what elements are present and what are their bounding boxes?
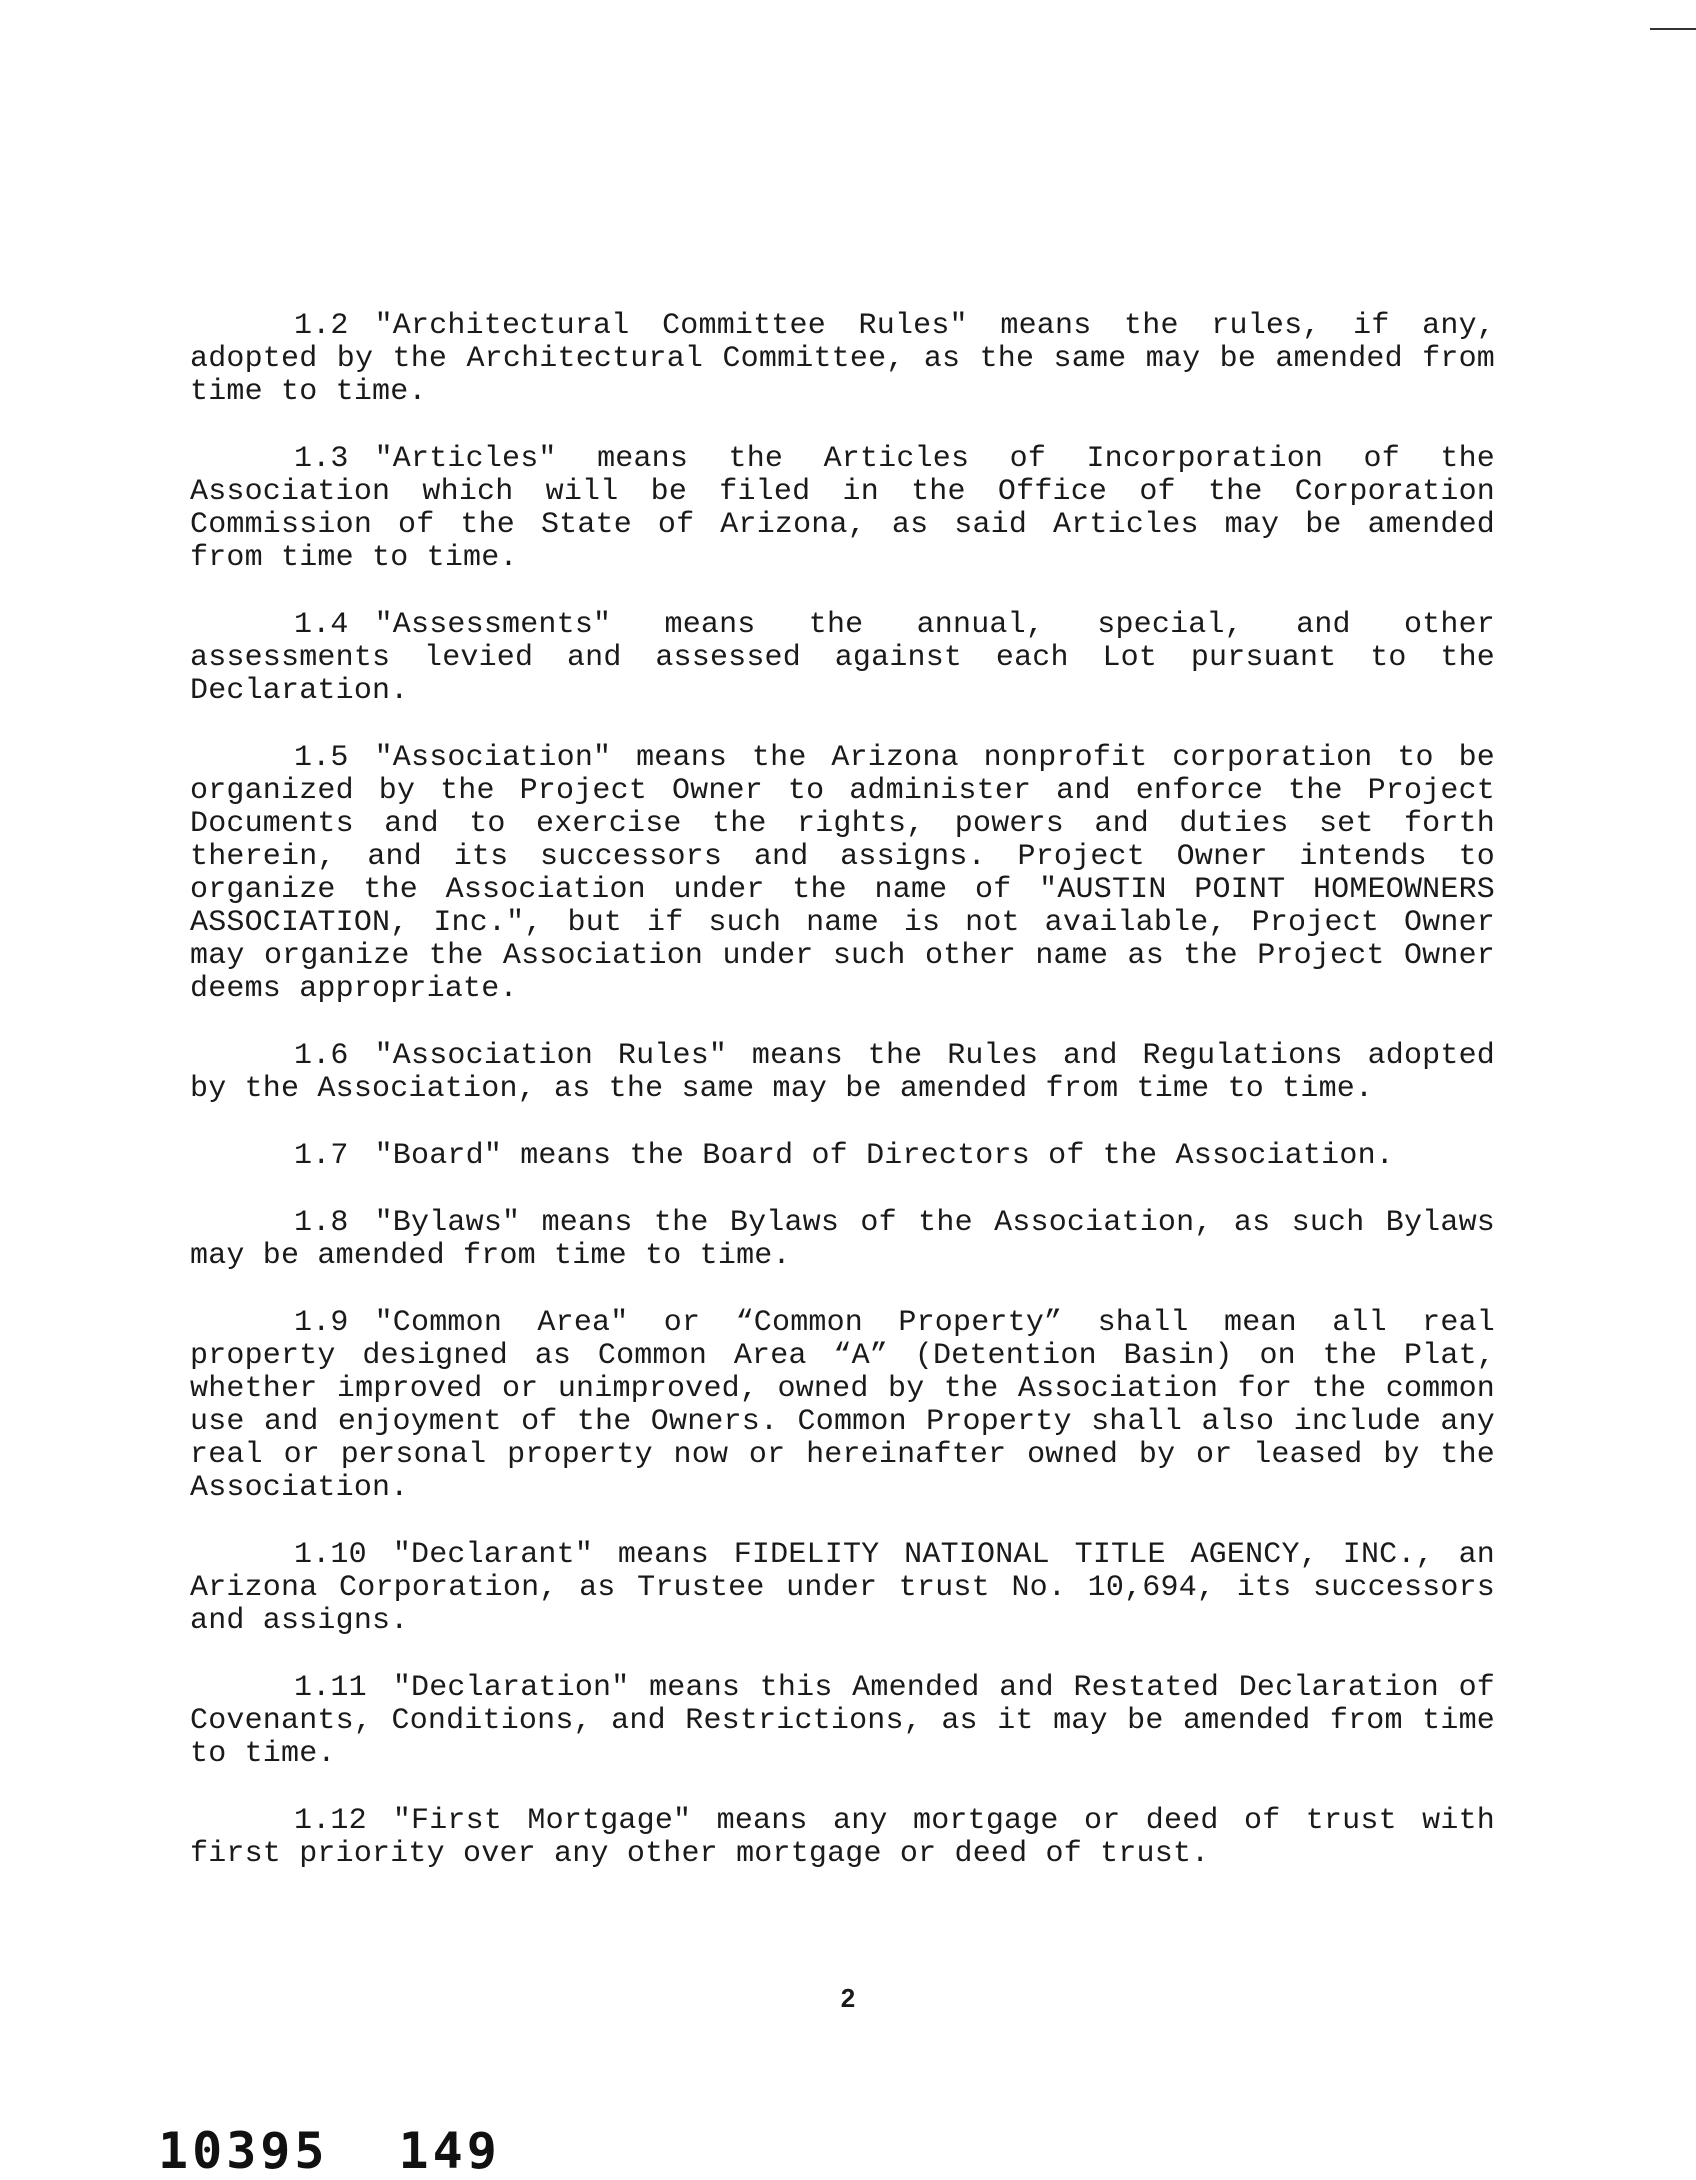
paragraph-number: 1.7 <box>294 1139 349 1173</box>
definition-paragraph-1-7 <box>190 1140 1495 1173</box>
definition-paragraph-1-12 <box>190 1805 1495 1871</box>
paragraph-text: "Declaration" means this Amended and Restated Declaration of Covenants, Conditions, and Restrictions, as it may be amended from time to time. <box>190 1671 1495 1771</box>
paragraph-number: 1.11 <box>294 1671 367 1705</box>
definition-paragraph-1-8 <box>190 1207 1495 1273</box>
definition-paragraph-1-3 <box>190 443 1495 575</box>
paragraph-text: "Architectural Committee Rules" means the rules, if any, adopted by the Architectural Committee, as the same may be amended from time to time. <box>190 309 1495 409</box>
corner-mark <box>1650 28 1696 30</box>
paragraph-number: 1.4 <box>294 608 349 642</box>
paragraph-text: "Bylaws" means the Bylaws of the Association, as such Bylaws may be amended from time to time. <box>190 1206 1495 1273</box>
paragraph-text: "Common Area" or “Common Property” shall mean all real property designed as Common Area “A” (Detention Basin) on the Plat, whether improved or unimproved, owned by the Association for the common use and enjoyment of the Owners. Common Property shall also include any real or personal property now or hereinafter owned by or leased by the Association. <box>190 1306 1495 1505</box>
recording-page-number: 149 <box>398 2122 501 2180</box>
page-number: 2 <box>840 1983 856 2013</box>
paragraph-text: "Assessments" means the annual, special, and other assessments levied and assessed against each Lot pursuant to the Declaration. <box>190 608 1495 708</box>
paragraph-text: "Association" means the Arizona nonprofit corporation to be organized by the Project Owner to administer and enforce the Project Documents and to exercise the rights, powers and duties set forth therein, and its successors and assigns. Project Owner intends to organize the Association under the name of "AUSTIN POINT HOMEOWNERS ASSOCIATION, Inc.", but if such name is not available, Project Owner may organize the Association under such other name as the Project Owner deems appropriate. <box>190 741 1495 1006</box>
paragraph-text: "Articles" means the Articles of Incorporation of the Association which will be filed in the Office of the Corporation Commission of the State of Arizona, as said Articles may be amended from time to time. <box>190 442 1495 575</box>
paragraph-number: 1.3 <box>294 442 349 476</box>
paragraph-number: 1.2 <box>294 309 349 343</box>
paragraph-number: 1.6 <box>294 1039 349 1073</box>
paragraph-number: 1.8 <box>294 1206 349 1240</box>
definition-paragraph-1-4 <box>190 609 1495 708</box>
paragraph-number: 1.12 <box>294 1804 367 1838</box>
paragraph-text: "First Mortgage" means any mortgage or deed of trust with first priority over any other mortgage or deed of trust. <box>190 1804 1495 1871</box>
definition-paragraph-1-6 <box>190 1040 1495 1106</box>
paragraph-number: 1.10 <box>294 1538 367 1572</box>
paragraph-number: 1.5 <box>294 741 349 775</box>
recording-book-number: 10395 <box>158 2122 329 2180</box>
document-body <box>190 310 1495 1905</box>
paragraph-number: 1.9 <box>294 1306 349 1340</box>
definition-paragraph-1-9 <box>190 1307 1495 1505</box>
definition-paragraph-1-11 <box>190 1672 1495 1771</box>
definition-paragraph-1-10 <box>190 1539 1495 1638</box>
paragraph-text: "Declarant" means FIDELITY NATIONAL TITLE AGENCY, INC., an Arizona Corporation, as Trustee under trust No. 10,694, its successors and assigns. <box>190 1538 1495 1638</box>
definition-paragraph-1-2 <box>190 310 1495 409</box>
recording-stamp <box>158 2122 501 2180</box>
paragraph-text: "Association Rules" means the Rules and Regulations adopted by the Association, as the same may be amended from time to time. <box>190 1039 1495 1106</box>
paragraph-text: "Board" means the Board of Directors of the Association. <box>374 1139 1394 1173</box>
definition-paragraph-1-5 <box>190 742 1495 1006</box>
